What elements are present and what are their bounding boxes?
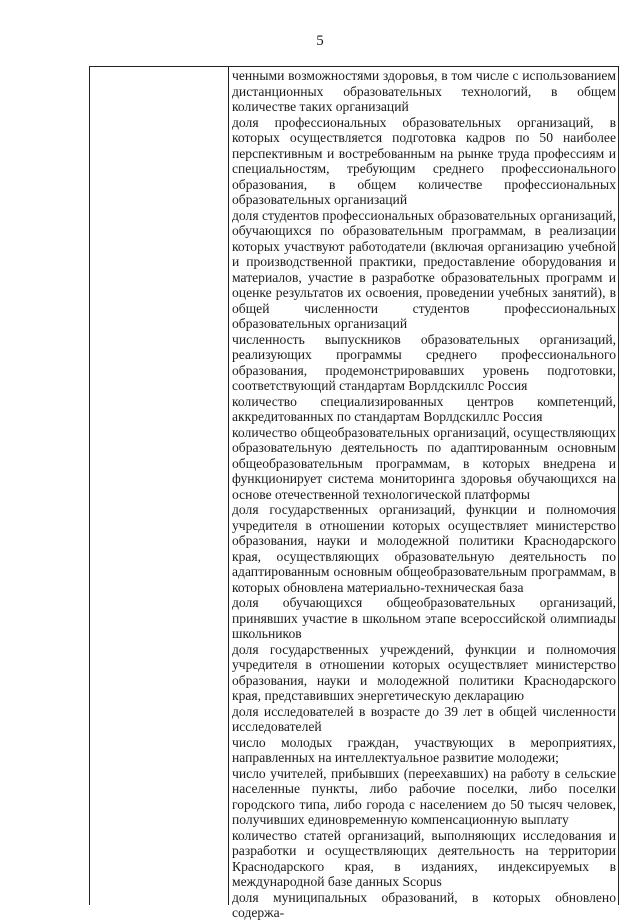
indicator-entry: доля государственных организаций, функции и полномочия учредителя в отношении которых осуществляет министерство образования, науки и молодежной политики Краснодарского края, осуществляющих образовательную деятельность по адаптированным основным общеобразовательным программам, в которых обновлена материально-техническая база — [232, 502, 616, 595]
table-left-column — [90, 67, 229, 905]
indicator-entry: количество общеобразовательных организаций, осуществляющих образовательную деятельность по адаптированным основным общеобразовательным программам, в которых внедрена и функционирует система мониторинга здоровья обучающихся на основе отечественной технологической платформы — [232, 424, 616, 502]
indicator-entry: ченными возможностями здоровья, в том числе с использованием дистанционных образовательных технологий, в общем количестве таких организаций — [232, 68, 616, 114]
indicator-entry: доля профессиональных образовательных организаций, в которых осуществляется подготовка кадров по 50 наиболее перспективным и востребованным на рынке труда профессиям и специальностям, требующим среднего профессионального образования, в общем количестве профессиональных образовательных организаций — [232, 114, 616, 207]
indicators-table — [89, 66, 619, 920]
indicator-entry: количество специализированных центров компетенций, аккредитованных по стандартам Ворлдскиллс Россия — [232, 393, 616, 424]
indicator-entry: доля студентов профессиональных образовательных организаций, обучающихся по образовательным программам, в реализации которых участвуют работодатели (включая организацию учебной и производственной практики, предоставление оборудования и материалов, участие в разработке образовательных программ и оценке результатов их освоения, проведении учебных занятий), в общей численности студентов профессиональных образовательных организаций — [232, 207, 616, 331]
table-right-column — [229, 67, 618, 920]
indicator-entry: численность выпускников образовательных организаций, реализующих программы среднего профессионального образования, продемонстрировавших уровень подготовки, соответствующий стандартам Ворлдскиллс Россия — [232, 331, 616, 393]
indicator-entry: доля исследователей в возрасте до 39 лет в общей численности исследователей — [232, 703, 616, 734]
indicator-entry: доля муниципальных образований, в которых обновлено содержа- — [232, 889, 616, 920]
indicator-entry: доля обучающихся общеобразовательных организаций, принявших участие в школьном этапе всероссийской олимпиады школьников — [232, 595, 616, 641]
page-number: 5 — [316, 33, 324, 49]
indicator-entry: доля государственных учреждений, функции и полномочия учредителя в отношении которых осуществляет министерство образования, науки и молодежной политики Краснодарского края, представивших энергетическую декларацию — [232, 641, 616, 703]
indicator-entry: количество статей организаций, выполняющих исследования и разработки и осуществляющих деятельность на территории Краснодарского края, в изданиях, индексируемых в международной базе данных Scopus — [232, 827, 616, 889]
indicator-entry: число учителей, прибывших (переехавших) на работу в сельские населенные пункты, либо рабочие поселки, либо поселки городского типа, либо города с населением до 50 тысяч человек, получивших единовременную компенсационную выплату — [232, 765, 616, 827]
indicator-entry: число молодых граждан, участвующих в мероприятиях, направленных на интеллектуальное развитие молодежи; — [232, 734, 616, 765]
